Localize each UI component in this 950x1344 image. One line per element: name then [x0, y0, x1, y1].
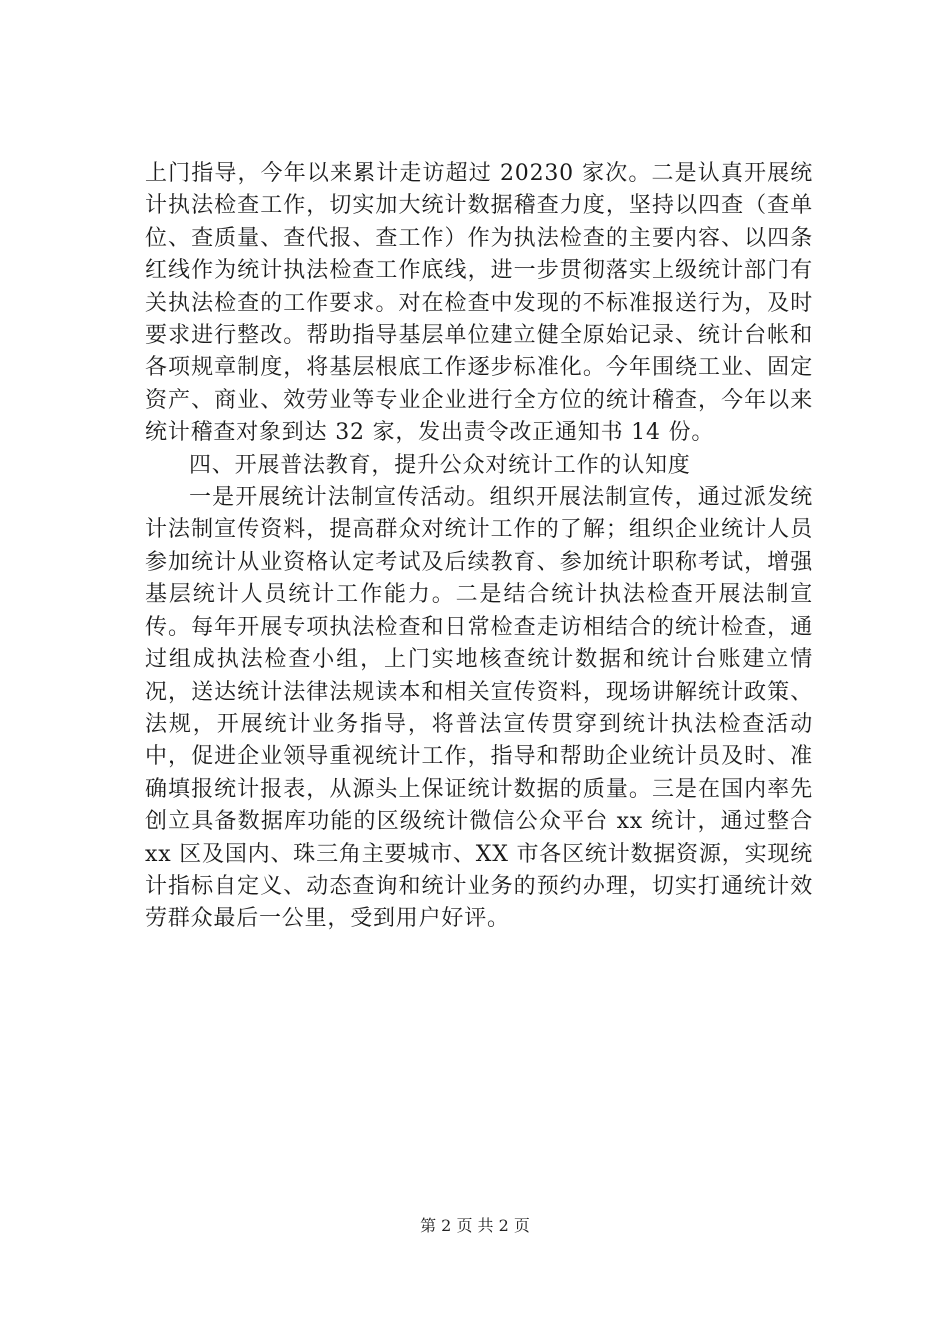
paragraph: 一是开展统计法制宣传活动。组织开展法制宣传，通过派发统计法制宣传资料，提高群众对统计工作的了解；组织企业统计人员参加统计从业资格认定考试及后续教育、参加统计职称考试，增强基层统计人员统计工作能力。二是结合统计执法检查开展法制宣传。每年开展专项执法检查和日常检查走访相结合的统计检查，通过组成执法检查小组，上门实地核查统计数据和统计台账建立情况，送达统计法律法规读本和相关宣传资料，现场讲解统计政策、法规，开展统计业务指导，将普法宣传贯穿到统计执法检查活动中，促进企业领导重视统计工作，指导和帮助企业统计员及时、准确填报统计报表，从源头上保证统计数据的质量。三是在国内率先创立具备数据库功能的区级统计微信公众平台 xx 统计，通过整合 xx 区及国内、珠三角主要城市、XX 市各区统计数据资源，实现统计指标自定义、动态查询和统计业务的预约办理，切实打通统计效劳群众最后一公里，受到用户好评。 [145, 485, 813, 932]
page-number-footer: 第 2 页 共 2 页 [420, 1216, 530, 1235]
paragraph-continued: 上门指导，今年以来累计走访超过 20230 家次。二是认真开展统计执法检查工作，切实加大统计数据稽查力度，坚持以四查（查单位、查质量、查代报、查工作）作为执法检查的主要内容、以四条红线作为统计执法检查工作底线，进一步贯彻落实上级统计部门有关执法检查的工作要求。对在检查中发现的不标准报送行为，及时要求进行整改。帮助指导基层单位建立健全原始记录、统计台帐和各项规章制度，将基层根底工作逐步标准化。今年围绕工业、固定资产、商业、效劳业等专业企业进行全方位的统计稽查，今年以来统计稽查对象到达 32 家，发出责令改正通知书 14 份。 [145, 161, 813, 446]
document-body [145, 158, 813, 936]
section-heading: 四、开展普法教育，提升公众对统计工作的认知度 [189, 452, 691, 478]
